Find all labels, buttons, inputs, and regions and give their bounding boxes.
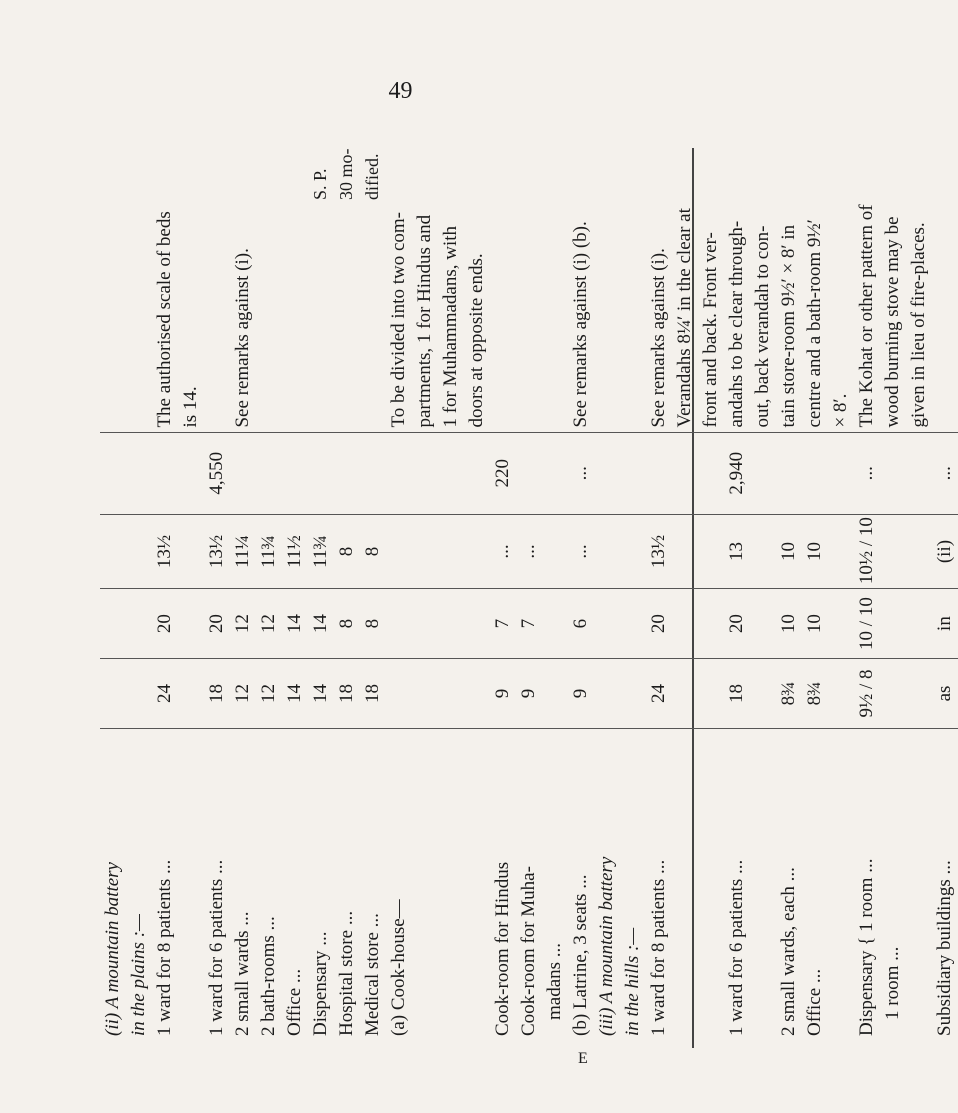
remarks <box>152 110 204 432</box>
item-description <box>724 728 776 1040</box>
table-row <box>490 110 516 1040</box>
description-line: Cook-room for Muha- <box>518 866 539 1036</box>
dimension-c2: 8 <box>360 589 386 659</box>
remarks <box>204 110 230 432</box>
dimension-c2: 12 <box>230 589 256 659</box>
dimension-c2: 10 <box>802 589 854 659</box>
item-description <box>100 728 152 1040</box>
dimension-c4 <box>802 432 854 514</box>
item-description <box>334 728 360 1040</box>
table-row <box>568 110 594 1040</box>
description-line: 1 ward for 6 patients ... <box>726 859 747 1036</box>
dimension-c1: 9½ / 8 <box>854 659 932 729</box>
description-line: 2 small wards ... <box>232 911 253 1036</box>
dimension-c1 <box>594 659 646 729</box>
dimension-c4 <box>256 432 282 514</box>
signature-mark: E <box>578 1050 588 1067</box>
table-row <box>802 110 854 1040</box>
description-line: Medical store ... <box>362 913 383 1036</box>
remarks <box>724 110 776 432</box>
table-row <box>230 110 256 1040</box>
item-description <box>256 728 282 1040</box>
description-line: (iii) A mountain battery <box>596 856 617 1036</box>
dimension-c2 <box>100 589 152 659</box>
table-row <box>594 110 646 1040</box>
dimension-c2: 7 <box>516 589 568 659</box>
dimension-c1: 24 <box>152 659 204 729</box>
table-row <box>386 110 490 1040</box>
table-row <box>308 110 334 1040</box>
table-row <box>932 110 958 1040</box>
description-line: 1 room ... <box>882 946 903 1020</box>
specification-table <box>100 110 958 1040</box>
dimension-c4 <box>646 432 724 514</box>
item-description <box>854 728 932 1040</box>
remarks <box>594 110 646 432</box>
dimension-c4: ... <box>568 432 594 514</box>
dimension-c1: 8¾ <box>802 659 854 729</box>
item-description <box>386 728 490 1040</box>
dimension-c2: 20 <box>152 589 204 659</box>
dimension-c4: ... <box>932 432 958 514</box>
dimension-c1: 18 <box>334 659 360 729</box>
dimension-c2: 20 <box>204 589 230 659</box>
dimension-c1: 14 <box>308 659 334 729</box>
description-line: Dispensary ... <box>310 931 331 1036</box>
dimension-c2: 20 <box>646 589 724 659</box>
dimension-c4 <box>152 432 204 514</box>
dimension-c3: 10½ / 10 <box>854 515 932 589</box>
dimension-c1: 18 <box>724 659 776 729</box>
remark-line: × 8′. <box>830 393 851 428</box>
remarks <box>282 110 308 432</box>
dimension-c2: 10 <box>776 589 802 659</box>
dimension-c1: 12 <box>256 659 282 729</box>
description-line: Office ... <box>804 968 825 1036</box>
item-description <box>360 728 386 1040</box>
remarks <box>802 110 854 432</box>
dimension-c3: 13½ <box>646 515 724 589</box>
item-description <box>230 728 256 1040</box>
dimension-c1: 9 <box>568 659 594 729</box>
remark-line: See remarks against (i). <box>232 248 253 428</box>
table-row <box>334 110 360 1040</box>
dimension-c4: ... <box>854 432 932 514</box>
dimension-c2: 14 <box>282 589 308 659</box>
item-description <box>776 728 802 1040</box>
description-line: (a) Cook-house— <box>388 899 409 1036</box>
dimension-c3: 13½ <box>204 515 230 589</box>
table-row <box>152 110 204 1040</box>
remark-line: andahs to be clear through- <box>726 220 747 428</box>
dimension-c3: ... <box>516 515 568 589</box>
dimension-c2: in <box>932 589 958 659</box>
dimension-c4 <box>516 432 568 514</box>
remarks <box>854 110 932 432</box>
dimension-c3: 13½ <box>152 515 204 589</box>
description-line: Cook-room for Hindus <box>492 861 513 1036</box>
dimension-c1: 18 <box>360 659 386 729</box>
description-line: in the hills :— <box>622 927 643 1036</box>
description-line: Subsidiary buildings ... <box>934 860 955 1036</box>
dimension-c1 <box>386 659 490 729</box>
dimension-c4: 4,550 <box>204 432 230 514</box>
dimension-c4 <box>230 432 256 514</box>
dimension-c4 <box>386 432 490 514</box>
dimension-c3: 11½ <box>282 515 308 589</box>
table-row <box>100 110 152 1040</box>
dimension-c3: 13 <box>724 515 776 589</box>
dimension-c1: 24 <box>646 659 724 729</box>
dimension-c4 <box>360 432 386 514</box>
side-note-line: S. P. <box>310 168 330 200</box>
table-row <box>646 110 724 1040</box>
remarks <box>568 110 594 432</box>
dimension-c2 <box>386 589 490 659</box>
dimension-c3: ... <box>490 515 516 589</box>
remark-line: The Kohat or other pattern of <box>856 204 877 428</box>
dimension-c2: 14 <box>308 589 334 659</box>
dimension-c3: ... <box>568 515 594 589</box>
remark-line: Verandahs 8¼′ in the clear at <box>674 208 695 428</box>
table-row <box>256 110 282 1040</box>
page-number: 49 <box>388 78 413 104</box>
dimension-c3: 10 <box>776 515 802 589</box>
remarks <box>932 110 958 432</box>
description-line: 1 ward for 6 patients ... <box>206 859 227 1036</box>
remark-line: The authorised scale of beds <box>154 211 175 428</box>
item-description <box>282 728 308 1040</box>
dimension-c1: 9 <box>490 659 516 729</box>
dimension-c2 <box>594 589 646 659</box>
dimension-c1: 9 <box>516 659 568 729</box>
table-row <box>282 110 308 1040</box>
item-description <box>594 728 646 1040</box>
dimension-c4 <box>282 432 308 514</box>
description-line: 2 small wards, each ... <box>778 867 799 1036</box>
remarks <box>776 110 802 432</box>
dimension-c1: 18 <box>204 659 230 729</box>
dimension-c4 <box>594 432 646 514</box>
remark-line: 1 for Muhammadans, with <box>440 225 461 428</box>
item-description <box>204 728 230 1040</box>
dimension-c4 <box>100 432 152 514</box>
remark-line: doors at opposite ends. <box>466 253 487 428</box>
remark-line: tain store-room 9½′ × 8′ in <box>778 224 799 428</box>
dimension-c1 <box>100 659 152 729</box>
dimension-c3: 8 <box>360 515 386 589</box>
description-line: in the plains :— <box>128 914 149 1036</box>
table-row <box>516 110 568 1040</box>
remark-line: out, back verandah to con- <box>752 225 773 428</box>
rotated-table <box>100 110 955 1040</box>
dimension-c1: 14 <box>282 659 308 729</box>
item-description <box>490 728 516 1040</box>
item-description <box>646 728 724 1040</box>
item-description <box>516 728 568 1040</box>
dimension-c2: 12 <box>256 589 282 659</box>
description-line: 2 bath-rooms ... <box>258 916 279 1036</box>
item-description <box>932 728 958 1040</box>
dimension-c1: as <box>932 659 958 729</box>
remark-line: See remarks against (i) (b). <box>570 221 591 428</box>
dimension-c1: 12 <box>230 659 256 729</box>
remark-line: wood burning stove may be <box>882 216 903 428</box>
dimension-c3: 11¾ <box>308 515 334 589</box>
item-description <box>802 728 854 1040</box>
description-line: (ii) A mountain battery <box>102 862 123 1036</box>
dimension-c2: 10 / 10 <box>854 589 932 659</box>
description-line: 1 ward for 8 patients ... <box>648 859 669 1036</box>
remark-line: is 14. <box>180 386 201 428</box>
remarks <box>334 110 360 432</box>
remarks <box>360 110 386 432</box>
dimension-c3: 11¾ <box>256 515 282 589</box>
remarks <box>490 110 516 432</box>
remark-line: given in lieu of fire-places. <box>908 222 929 428</box>
dimension-c4: 2,940 <box>724 432 776 514</box>
dimension-c4 <box>308 432 334 514</box>
description-line: (b) Latrine, 3 seats ... <box>570 874 591 1036</box>
item-description <box>152 728 204 1040</box>
dimension-c3 <box>100 515 152 589</box>
table-row <box>854 110 932 1040</box>
remark-line: To be divided into two com- <box>388 211 409 428</box>
remarks <box>386 110 490 432</box>
remark-line: front and back. Front ver- <box>700 232 721 428</box>
dimension-c3: 8 <box>334 515 360 589</box>
remarks <box>516 110 568 432</box>
remarks <box>230 110 256 432</box>
remark-line: centre and a bath-room 9½′ <box>804 219 825 428</box>
description-line: Hospital store ... <box>336 910 357 1036</box>
item-description <box>568 728 594 1040</box>
dimension-c3 <box>594 515 646 589</box>
dimension-c3: 10 <box>802 515 854 589</box>
description-line: 1 ward for 8 patients ... <box>154 859 175 1036</box>
table-row <box>776 110 802 1040</box>
dimension-c3: 11¼ <box>230 515 256 589</box>
remarks <box>646 110 724 432</box>
description-line: Dispensary { 1 room ... <box>856 858 877 1036</box>
dimension-c1: 8¾ <box>776 659 802 729</box>
dimension-c2: 20 <box>724 589 776 659</box>
remark-line: See remarks against (i). <box>648 248 669 428</box>
item-description <box>308 728 334 1040</box>
remarks <box>308 110 334 432</box>
dimension-c4 <box>776 432 802 514</box>
dimension-c4: 220 <box>490 432 516 514</box>
remark-line: partments, 1 for Hindus and <box>414 214 435 428</box>
description-line: Office ... <box>284 968 305 1036</box>
dimension-c4 <box>334 432 360 514</box>
side-note-line: 30 mo- <box>336 148 356 200</box>
dimension-c3 <box>386 515 490 589</box>
remarks <box>100 110 152 432</box>
table-row <box>204 110 230 1040</box>
dimension-c2: 7 <box>490 589 516 659</box>
description-line: madans ... <box>544 942 565 1020</box>
table-row <box>724 110 776 1040</box>
dimension-c2: 8 <box>334 589 360 659</box>
dimension-c2: 6 <box>568 589 594 659</box>
remarks <box>256 110 282 432</box>
dimension-c3: (ii) <box>932 515 958 589</box>
side-note-line: dified. <box>362 153 382 200</box>
table-row <box>360 110 386 1040</box>
